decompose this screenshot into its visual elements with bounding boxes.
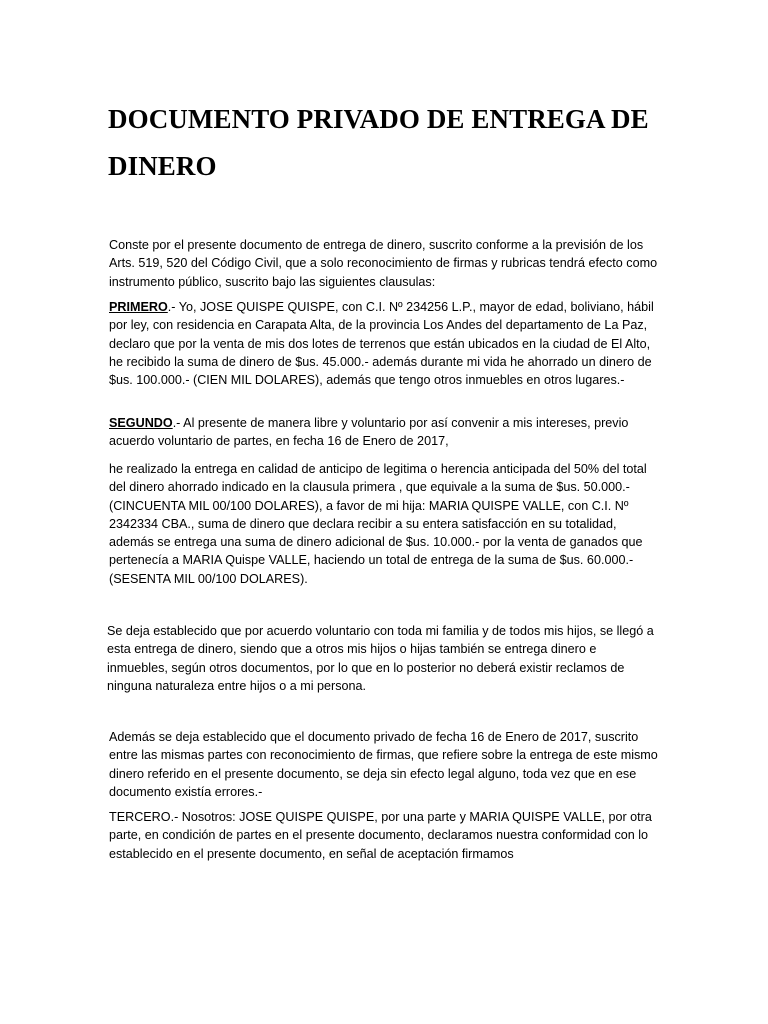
- clause-segundo: [109, 414, 661, 451]
- clause-tercero: TERCERO.- Nosotros: JOSE QUISPE QUISPE, por una parte y MARIA QUISPE VALLE, por otra parte, en condición de partes en el presente documento, declaramos nuestra conformidad con lo establecido en el presente documento, en señal de aceptación firmamos: [109, 810, 652, 861]
- clause-segundo-text: .- Al presente de manera libre y voluntario por así convenir a mis intereses, previo acuerdo voluntario de partes, en fecha 16 de Enero de 2017,: [109, 416, 629, 449]
- clause-primero-label: PRIMERO: [109, 300, 168, 314]
- delivery-paragraph: he realizado la entrega en calidad de anticipo de legitima o herencia anticipada del 50% del total del dinero ahorrado indicado en la clausula primera , que equivale a la suma de $us. 50.000.- (CINCUENTA MIL 00/100 DOLARES), a favor de mi hija: MARIA QUISPE VALLE, con C.I. Nº 2342334 CBA., suma de dinero que declara recibir a su entera satisfacción en su totalidad, además se entrega una suma de dinero adicional de $us. 10.000.- por la venta de ganados que pertenecía a MARIA Quispe VALLE, haciendo un total de entrega de la suma de $us. 60.000.- (SESENTA MIL 00/100 DOLARES).: [109, 462, 647, 586]
- annulment-paragraph: Además se deja establecido que el documento privado de fecha 16 de Enero de 2017, suscrito entre las mismas partes con reconocimiento de firmas, que refiere sobre la entrega de este mismo dinero referido en el presente documento, se deja sin efecto legal alguno, toda vez que en ese documento existía errores.-: [109, 730, 658, 799]
- intro-paragraph: Conste por el presente documento de entrega de dinero, suscrito conforme a la previsión de los Arts. 519, 520 del Código Civil, que a solo reconocimiento de firmas y rubricas tendrá efecto como instrumento público, suscrito bajo las siguientes clausulas:: [109, 238, 658, 289]
- document-title: DOCUMENTO PRIVADO DE ENTREGA DE DINERO: [108, 104, 649, 181]
- agreement-paragraph: Se deja establecido que por acuerdo voluntario con toda mi familia y de todos mis hijos, se llegó a esta entrega de dinero, siendo que a otros mis hijos o hijas también se entrega dinero e inmuebles, según otros documentos, por lo que en lo posterior no deberá existir reclamos de ninguna naturaleza entre hijos o a mi persona.: [107, 624, 654, 693]
- clause-segundo-label: SEGUNDO: [109, 416, 173, 430]
- clause-primero: [109, 298, 661, 389]
- clause-primero-text: .- Yo, JOSE QUISPE QUISPE, con C.I. Nº 234256 L.P., mayor de edad, boliviano, hábil por ley, con residencia en Carapata Alta, de la provincia Los Andes del departamento de La Paz, declaro que por la venta de mis dos lotes de terrenos que están ubicados en la ciudad de El Alto, he recibido la suma de dinero de $us. 45.000.- además durante mi vida he ahorrado un dinero de $us. 100.000.- (CIEN MIL DOLARES), además que tengo otros inmuebles en otros lugares.-: [109, 300, 654, 388]
